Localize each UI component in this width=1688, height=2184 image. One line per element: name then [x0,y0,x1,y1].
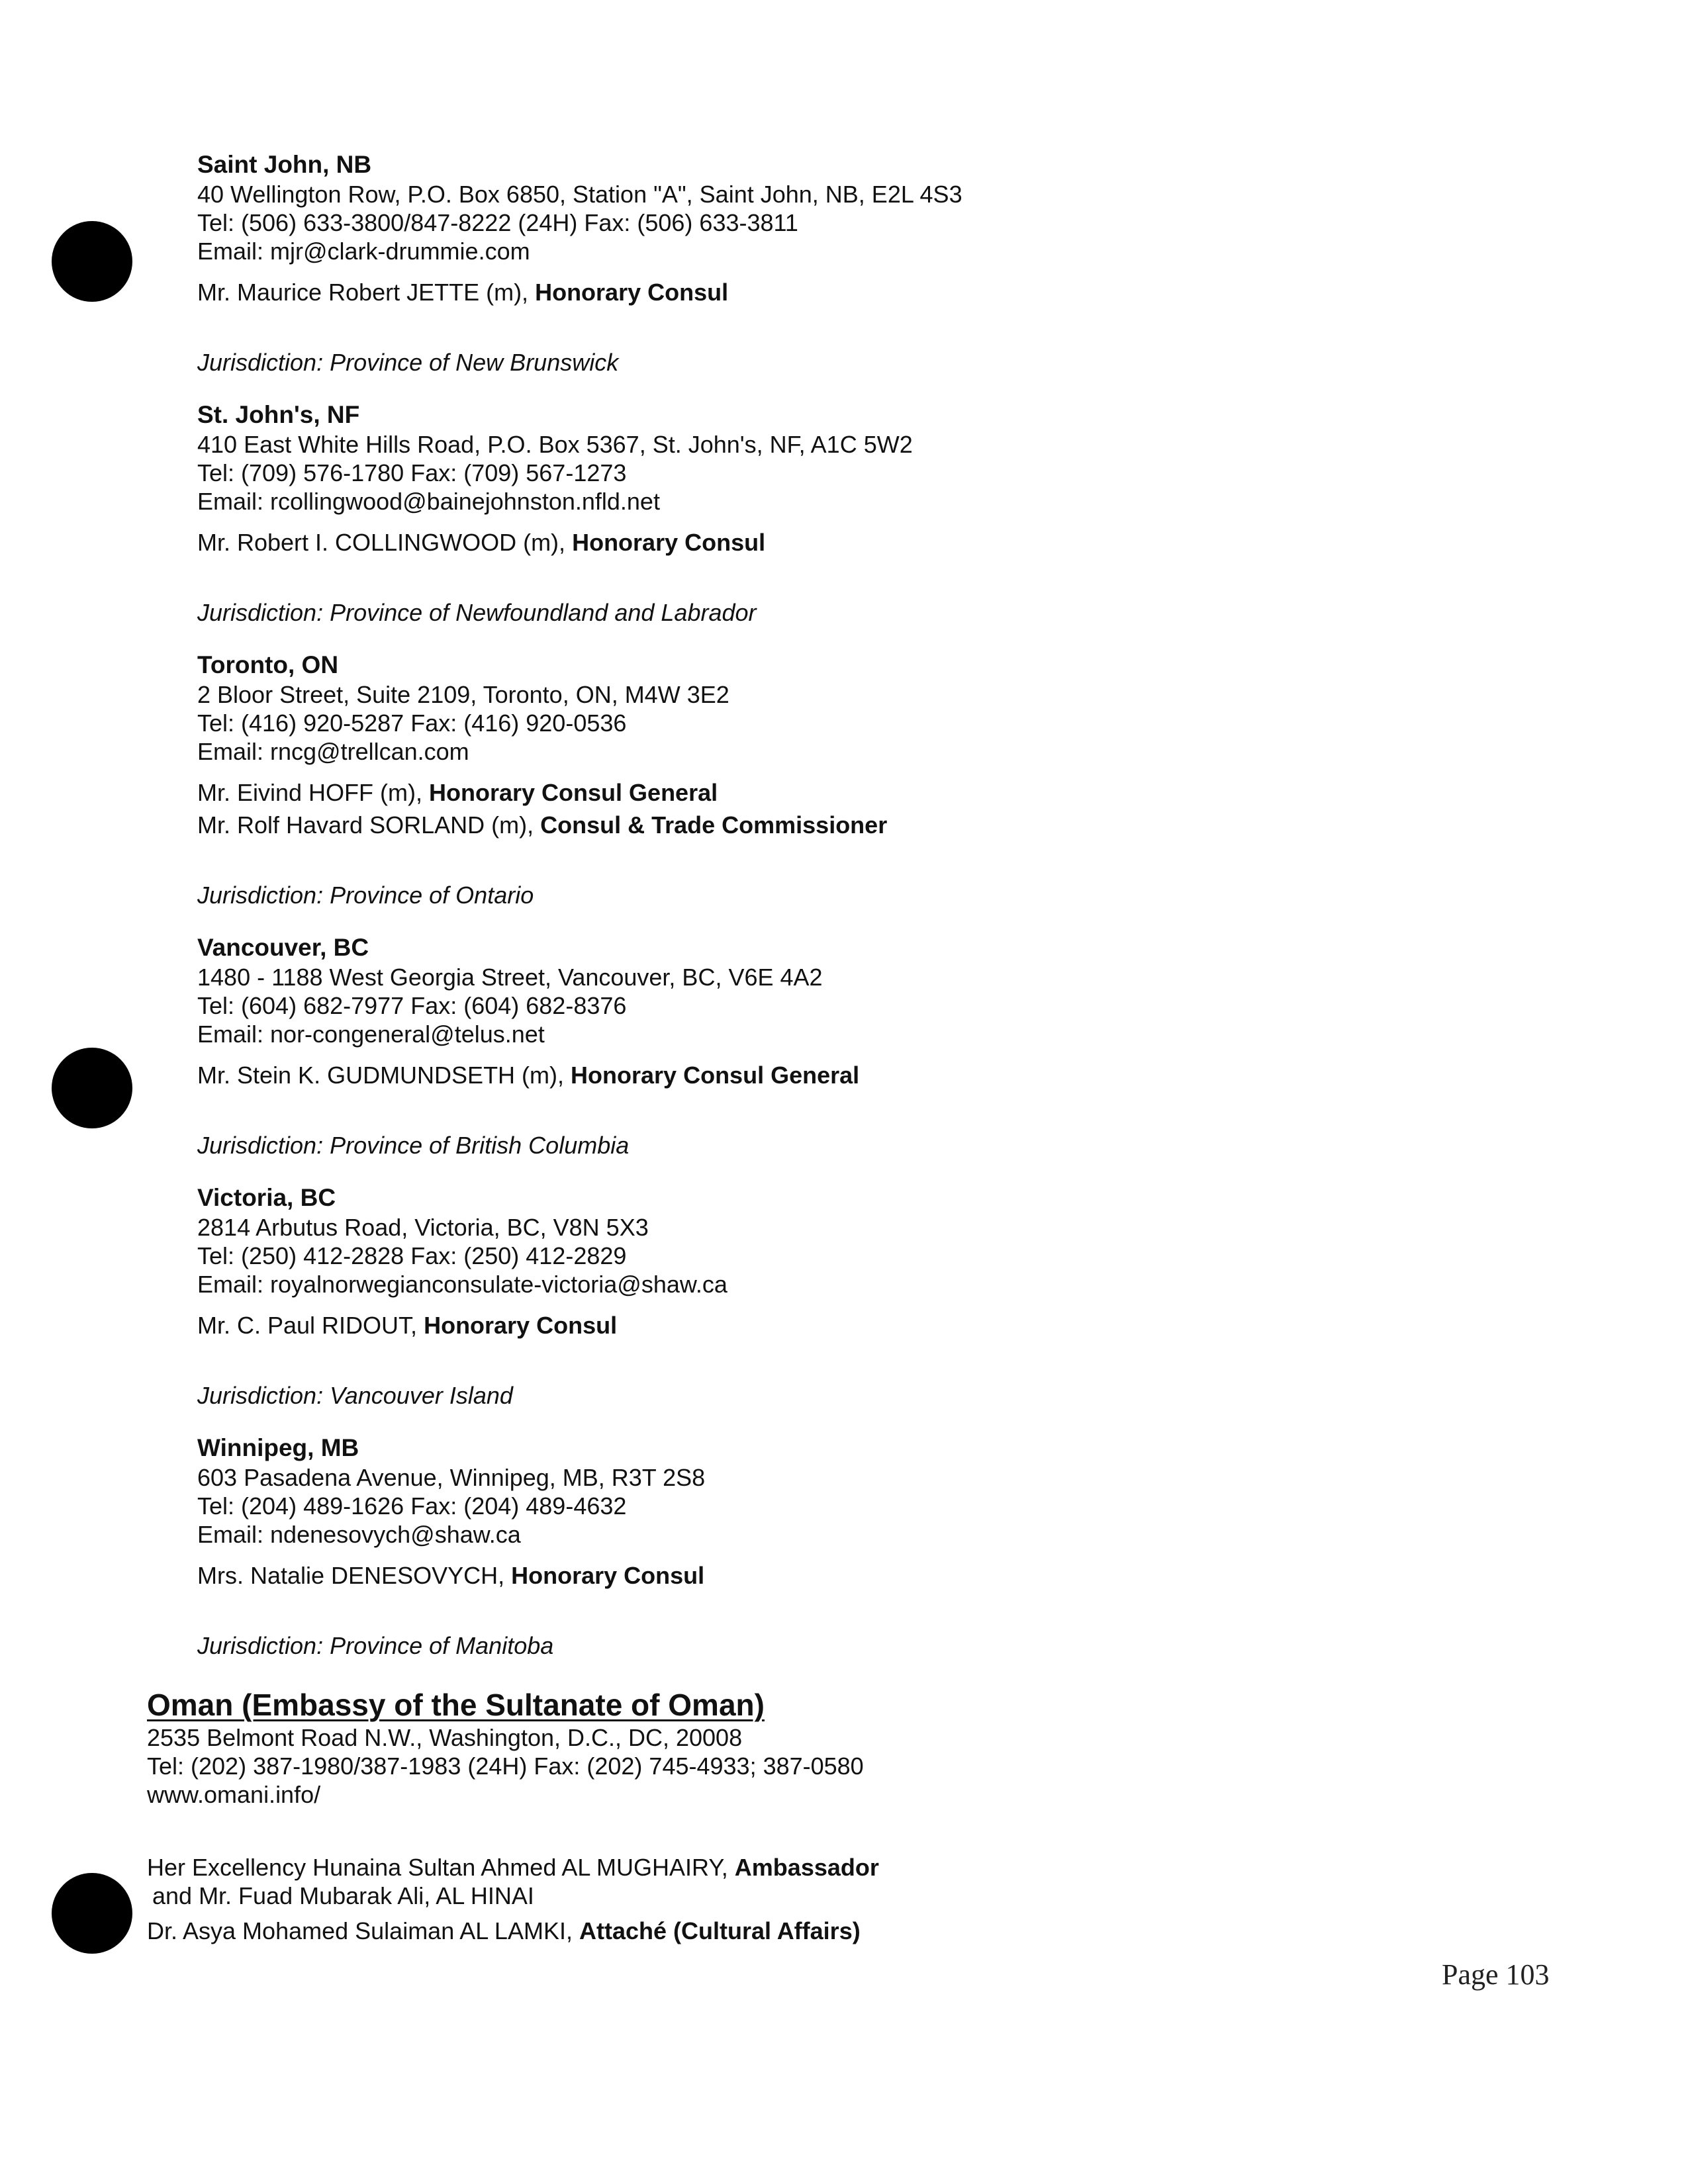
embassy-official-ambassador [147,1852,1471,1883]
official-title: Honorary Consul [535,279,729,306]
consulate-city: St. John's, NF [197,401,360,428]
consulate-email: Email: nor-congeneral@telus.net [197,1021,545,1048]
consulate-city: Victoria, BC [197,1184,336,1211]
official-title: Honorary Consul [424,1312,618,1339]
consulate-official [197,776,1455,809]
consulate-email: Email: rcollingwood@bainejohnston.nfld.net [197,488,660,515]
consulate-address: 410 East White Hills Road, P.O. Box 5367, St. John's, NF, A1C 5W2 [197,431,913,458]
consulate-address: 2 Bloor Street, Suite 2109, Toronto, ON, M4W 3E2 [197,681,729,708]
country-heading: Oman (Embassy of the Sultanate of Oman) [147,1688,765,1722]
consulate-email: Email: rncg@trellcan.com [197,738,469,765]
consulate-official [197,1309,1455,1342]
consulate-official [197,1559,1455,1592]
consulate-jurisdiction: Jurisdiction: Province of Newfoundland and Labrador [197,599,757,626]
consulate-official [197,526,1455,559]
consulate-entry-vancouver [197,933,1455,1160]
consulate-jurisdiction: Jurisdiction: Province of Ontario [197,882,534,909]
official-title: Honorary Consul General [429,779,718,806]
embassy-staff [147,1852,1471,1946]
official-name: Her Excellency Hunaina Sultan Ahmed AL MUGHAIRY, [147,1854,728,1881]
consulate-official [197,809,1455,841]
consulate-jurisdiction: Jurisdiction: Province of Manitoba [197,1632,554,1659]
consulate-address: 40 Wellington Row, P.O. Box 6850, Station "A", Saint John, NB, E2L 4S3 [197,181,962,208]
punch-hole-bottom [52,1873,132,1954]
consulate-entry-winnipeg [197,1433,1455,1660]
consulate-city: Vancouver, BC [197,934,369,961]
consulate-entry-st-johns [197,400,1455,627]
consulate-city: Toronto, ON [197,651,339,678]
punch-hole-middle [52,1048,132,1128]
official-title: Honorary Consul [572,529,766,556]
embassy-address: 2535 Belmont Road N.W., Washington, D.C., DC, 20008 [147,1724,743,1751]
official-title: Attaché (Cultural Affairs) [579,1917,861,1944]
official-name: Mr. Robert I. COLLINGWOOD (m), [197,529,566,556]
embassy-phone: Tel: (202) 387-1980/387-1983 (24H) Fax: (202) 745-4933; 387-0580 [147,1752,864,1780]
consulate-phone: Tel: (250) 412-2828 Fax: (250) 412-2829 [197,1242,627,1269]
consulate-entry-toronto [197,650,1455,909]
consulate-email: Email: mjr@clark-drummie.com [197,238,530,265]
official-name: Dr. Asya Mohamed Sulaiman AL LAMKI, [147,1917,573,1944]
official-name: Mr. Stein K. GUDMUNDSETH (m), [197,1062,565,1089]
consulate-jurisdiction: Jurisdiction: Province of New Brunswick [197,349,619,376]
official-name: Mrs. Natalie DENESOVYCH, [197,1562,505,1589]
official-name: Mr. C. Paul RIDOUT, [197,1312,418,1339]
page-number: Page 103 [1442,1958,1550,1991]
embassy-section-oman [147,1686,1471,1946]
consulate-city: Winnipeg, MB [197,1434,359,1461]
consulate-entry-saint-john [197,150,1455,377]
consulate-phone: Tel: (604) 682-7977 Fax: (604) 682-8376 [197,992,627,1019]
consulate-address: 1480 - 1188 West Georgia Street, Vancouver, BC, V6E 4A2 [197,964,823,991]
consulate-city: Saint John, NB [197,151,372,178]
consulate-email: Email: ndenesovych@shaw.ca [197,1521,521,1548]
embassy-official-spouse: and Mr. Fuad Mubarak Ali, AL HINAI [152,1882,534,1909]
official-title: Honorary Consul [511,1562,705,1589]
consulate-official [197,1059,1455,1091]
consulate-official [197,276,1455,308]
consulate-list [197,150,1455,1683]
official-title: Ambassador [734,1854,879,1881]
consulate-address: 2814 Arbutus Road, Victoria, BC, V8N 5X3 [197,1214,649,1241]
consulate-jurisdiction: Jurisdiction: Province of British Columbia [197,1132,630,1159]
consulate-email: Email: royalnorwegianconsulate-victoria@shaw.ca [197,1271,727,1298]
consulate-address: 603 Pasadena Avenue, Winnipeg, MB, R3T 2S8 [197,1464,706,1491]
embassy-website: www.omani.info/ [147,1781,321,1808]
consulate-entry-victoria [197,1183,1455,1410]
embassy-official-attache [147,1916,1471,1946]
consulate-phone: Tel: (204) 489-1626 Fax: (204) 489-4632 [197,1492,627,1520]
consulate-phone: Tel: (506) 633-3800/847-8222 (24H) Fax: (506) 633-3811 [197,209,798,236]
official-name: Mr. Eivind HOFF (m), [197,779,422,806]
official-name: Mr. Rolf Havard SORLAND (m), [197,811,534,839]
consulate-phone: Tel: (416) 920-5287 Fax: (416) 920-0536 [197,709,627,737]
punch-hole-top [52,221,132,302]
official-title: Consul & Trade Commissioner [540,811,888,839]
consulate-phone: Tel: (709) 576-1780 Fax: (709) 567-1273 [197,459,627,486]
official-title: Honorary Consul General [571,1062,860,1089]
consulate-jurisdiction: Jurisdiction: Vancouver Island [197,1382,513,1409]
official-name: Mr. Maurice Robert JETTE (m), [197,279,529,306]
